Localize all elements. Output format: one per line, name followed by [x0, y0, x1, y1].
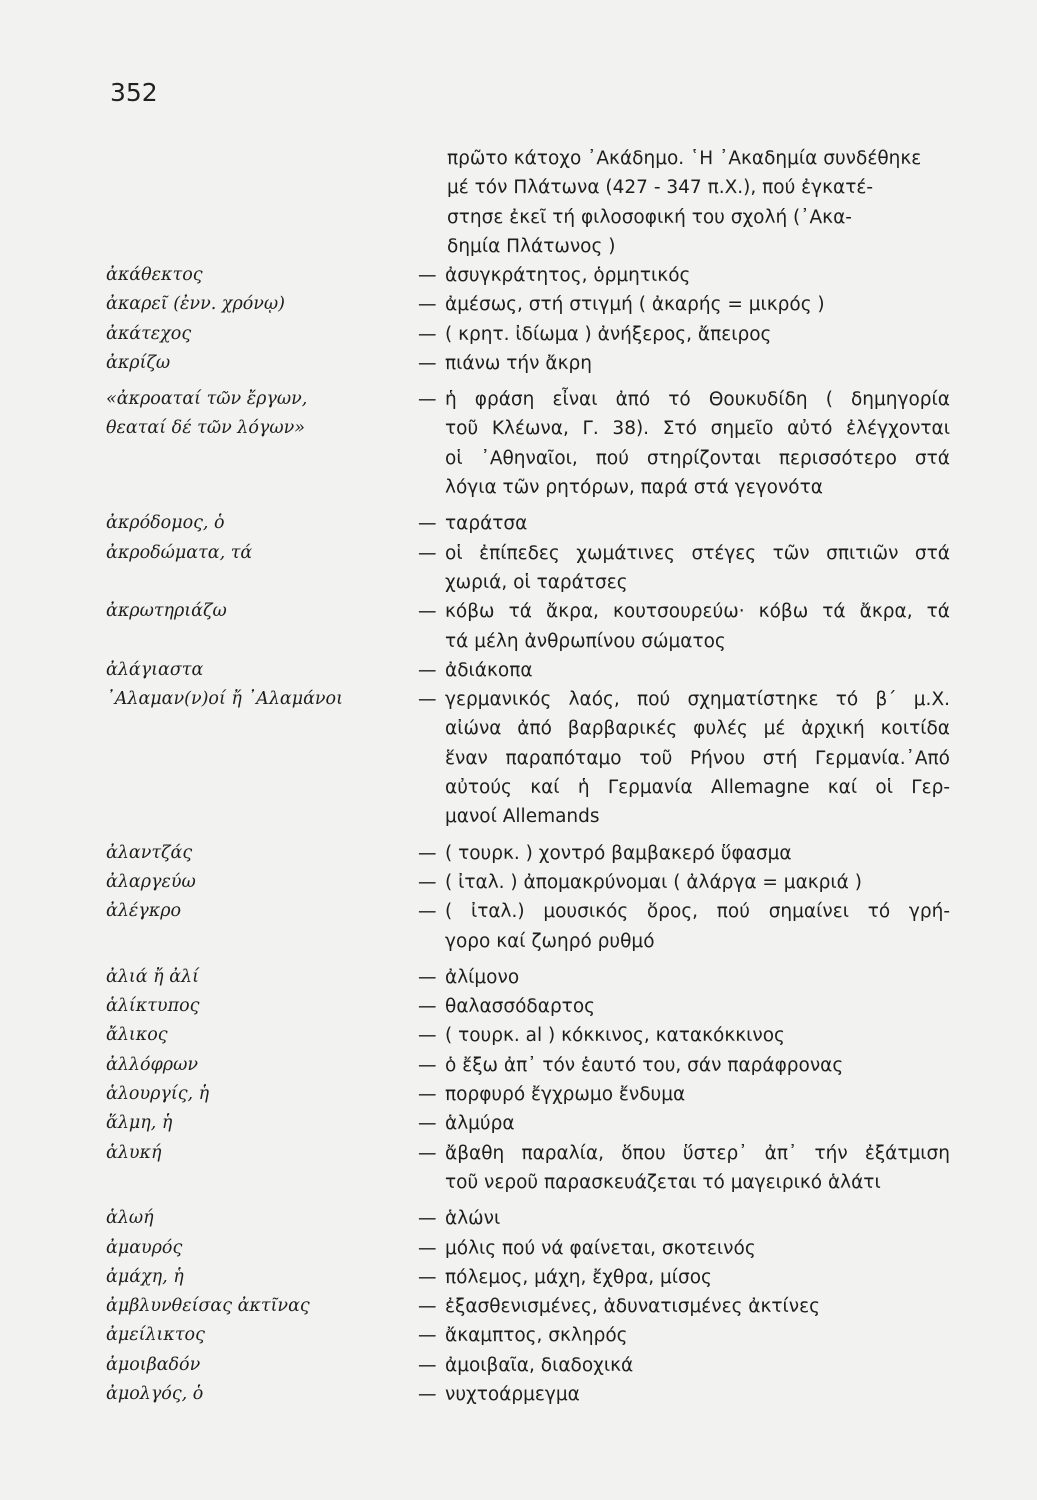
- term-line: ἀκαρεῖ (ἐνν. χρόνῳ): [106, 294, 285, 315]
- definition-line: ἀλίμονο: [445, 966, 520, 988]
- entry-term: [0, 992, 418, 1021]
- definition-line: γερμανικός λαός, πού σχηματίστηκε τό β΄ μ.Χ.: [445, 689, 950, 711]
- entry-definition: [445, 868, 950, 897]
- entry-dash: —: [418, 513, 437, 535]
- entry-dash: —: [418, 1325, 437, 1347]
- glossary-entry: [0, 897, 1037, 956]
- term-line: ἀλιά ἤ ἀλί: [106, 966, 199, 987]
- entry-definition: [445, 1080, 950, 1109]
- glossary-entry: [0, 1139, 1037, 1198]
- entry-dash: —: [418, 1208, 437, 1230]
- entry-definition: [445, 385, 950, 502]
- glossary-entry: [0, 868, 1037, 897]
- entry-definition: [445, 1051, 950, 1080]
- glossary-entry: [0, 685, 1037, 831]
- glossary-entry: [0, 385, 1037, 502]
- entry-dash: —: [418, 265, 437, 286]
- entry-definition: [445, 320, 950, 349]
- continuation-line: δημία Πλάτωνος ): [447, 235, 616, 257]
- term-line: ἀλαργεύω: [106, 871, 196, 892]
- term-line: ἀκάθεκτος: [106, 265, 203, 285]
- glossary-entry: [0, 992, 1037, 1021]
- entry-dash: —: [418, 1113, 437, 1135]
- definition-line: ἀσυγκράτητος, ὁρμητικός: [445, 265, 691, 286]
- continuation-line: μέ τόν Πλάτωνα (427 - 347 π.Χ.), πού ἐγκατέ-: [447, 177, 874, 199]
- entry-dash: —: [418, 389, 437, 411]
- definition-line: ἄκαμπτος, σκληρός: [445, 1325, 628, 1347]
- term-line: ἀκροδώματα, τά: [106, 542, 253, 563]
- definition-line: λόγια τῶν ρητόρων, παρά στά γεγονότα: [445, 477, 823, 499]
- entry-term: [0, 509, 418, 538]
- term-line: ἀμοιβαδόν: [106, 1354, 201, 1375]
- definition-line: τοῦ νεροῦ παρασκευάζεται τό μαγειρικό ἁλάτι: [445, 1171, 881, 1193]
- definition-line: χωριά, οἱ ταράτσες: [445, 571, 628, 593]
- definition-line: πορφυρό ἔγχρωμο ἔνδυμα: [445, 1084, 686, 1106]
- previous-entry-continuation: [447, 144, 947, 261]
- definition-line: αἰώνα ἀπό βαρβαρικές φυλές μέ ἀρχική κοιτίδα: [445, 718, 950, 740]
- glossary-entry: [0, 1204, 1037, 1233]
- glossary-entry: [0, 349, 1037, 378]
- entry-dash: —: [418, 1025, 437, 1047]
- entry-dash: —: [418, 1142, 437, 1164]
- term-line: ἁλωή: [106, 1208, 154, 1229]
- term-line: ἁλουργίς, ἡ: [106, 1084, 210, 1105]
- entry-dash: —: [418, 689, 437, 711]
- entry-term: [0, 349, 418, 378]
- entry-term: [0, 1204, 418, 1233]
- glossary-entry: [0, 597, 1037, 656]
- entry-dash: —: [418, 1354, 437, 1376]
- entry-definition: [445, 290, 950, 319]
- term-line: ἀλάγιαστα: [106, 659, 204, 680]
- entry-dash: —: [418, 871, 437, 893]
- definition-line: ἐξασθενισμένες, ἀδυνατισμένες ἀκτίνες: [445, 1296, 820, 1318]
- entry-dash: —: [418, 601, 437, 623]
- glossary-entries: [0, 261, 1037, 1409]
- term-line: ἄλικος: [106, 1025, 168, 1046]
- term-line: ἀκρωτηριάζω: [106, 601, 227, 622]
- entry-definition: [445, 1380, 950, 1409]
- entry-term: [0, 320, 418, 349]
- term-line: ἁλίκτυπος: [106, 996, 200, 1017]
- definition-line: θαλασσόδαρτος: [445, 996, 595, 1018]
- entry-definition: [445, 1204, 950, 1233]
- glossary-entry: [0, 963, 1037, 992]
- entry-definition: [445, 1021, 950, 1050]
- glossary-entry: [0, 1292, 1037, 1321]
- entry-dash: —: [418, 1266, 437, 1288]
- term-line: ἀμβλυνθείσας ἀκτῖνας: [106, 1296, 310, 1317]
- definition-line: ( κρητ. ἰδίωμα ) ἀνήξερος, ἄπειρος: [445, 323, 772, 345]
- entry-definition: [445, 261, 950, 290]
- entry-definition: [445, 1351, 950, 1380]
- term-line: ἁλυκή: [106, 1142, 162, 1163]
- entry-definition: [445, 656, 950, 685]
- term-line: ᾿Αλαμαν(ν)οί ἤ ᾿Αλαμάνοι: [106, 689, 343, 710]
- entry-term: [0, 1021, 418, 1050]
- term-line: ἀκρίζω: [106, 352, 171, 373]
- definition-line: μανοί Allemands: [445, 806, 600, 828]
- entry-dash: —: [418, 842, 437, 864]
- glossary-entry: [0, 1321, 1037, 1350]
- definition-line: πιάνω τήν ἄκρη: [445, 352, 592, 374]
- glossary-entry: [0, 320, 1037, 349]
- entry-term: [0, 963, 418, 992]
- definition-line: ( τουρκ. ) χοντρό βαμβακερό ὕφασμα: [445, 842, 792, 864]
- definition-line: τοῦ Κλέωνα, Γ. 38). Στό σημεῖο αὐτό ἐλέγχονται: [445, 418, 950, 440]
- entry-term: [0, 1051, 418, 1080]
- entry-definition: [445, 1321, 950, 1350]
- entry-term: [0, 1292, 418, 1321]
- definition-line: γορο καί ζωηρό ρυθμό: [445, 930, 655, 952]
- entry-term: [0, 1351, 418, 1380]
- entry-definition: [445, 992, 950, 1021]
- entry-dash: —: [418, 542, 437, 564]
- definition-line: ἡ φράση εἶναι ἀπό τό Θουκυδίδη ( δημηγορία: [445, 389, 950, 411]
- entry-dash: —: [418, 1054, 437, 1076]
- term-line: ἀκάτεχος: [106, 323, 192, 344]
- entry-term: [0, 656, 418, 685]
- page-number: 352: [110, 78, 158, 107]
- entry-dash: —: [418, 352, 437, 374]
- entry-definition: [445, 897, 950, 956]
- glossary-entry: [0, 290, 1037, 319]
- entry-term: [0, 897, 418, 926]
- entry-definition: [445, 597, 950, 656]
- entry-term: [0, 839, 418, 868]
- entry-term: [0, 1109, 418, 1138]
- entry-term: [0, 1139, 418, 1168]
- term-line: ἅλμη, ἡ: [106, 1113, 173, 1134]
- glossary-entry: [0, 656, 1037, 685]
- definition-line: ταράτσα: [445, 513, 528, 535]
- entry-term: [0, 685, 418, 714]
- entry-dash: —: [418, 1237, 437, 1259]
- continuation-line: πρῶτο κάτοχο ᾿Ακάδημο. ῾Η ᾿Ακαδημία συνδέθηκε: [447, 148, 922, 169]
- entry-definition: [445, 1139, 950, 1198]
- entry-definition: [445, 1292, 950, 1321]
- glossary-entry: [0, 1021, 1037, 1050]
- glossary-entry: [0, 1051, 1037, 1080]
- entry-term: [0, 868, 418, 897]
- glossary-entry: [0, 1380, 1037, 1409]
- glossary-entry: [0, 1080, 1037, 1109]
- definition-line: νυχτοάρμεγμα: [445, 1383, 580, 1405]
- definition-line: ἕναν παραπόταμο τοῦ Ρήνου στή Γερμανία.᾿Από: [445, 747, 950, 769]
- definition-line: ἀμοιβαῖα, διαδοχικά: [445, 1354, 634, 1376]
- entry-definition: [445, 349, 950, 378]
- glossary-entry: [0, 261, 1037, 290]
- definition-line: ἀμέσως, στή στιγμή ( ἀκαρής = μικρός ): [445, 294, 825, 316]
- term-line: ἀμάχη, ἡ: [106, 1266, 184, 1287]
- entry-term: [0, 1380, 418, 1409]
- entry-term: [0, 1234, 418, 1263]
- definition-line: οἱ ἐπίπεδες χωμάτινες στέγες τῶν σπιτιῶν στά: [445, 542, 950, 564]
- entry-definition: [445, 1109, 950, 1138]
- entry-term: [0, 290, 418, 319]
- continuation-line: στησε ἐκεῖ τή φιλοσοφική του σχολή (᾿Ακα-: [447, 206, 852, 228]
- definition-line: ἄβαθη παραλία, ὅπου ὕστερ᾿ ἀπ᾿ τήν ἐξάτμιση: [445, 1142, 950, 1164]
- term-line: ἀλλόφρων: [106, 1054, 198, 1075]
- entry-definition: [445, 1263, 950, 1292]
- term-line: ἀλαντζάς: [106, 842, 193, 863]
- glossary-entry: [0, 1109, 1037, 1138]
- entry-definition: [445, 539, 950, 598]
- entry-term: [0, 539, 418, 568]
- glossary-entry: [0, 1263, 1037, 1292]
- glossary-entry: [0, 1234, 1037, 1263]
- entry-dash: —: [418, 996, 437, 1018]
- definition-line: αὐτούς καί ἡ Γερμανία Allemagne καί οἱ Γερ-: [445, 777, 950, 799]
- term-line: θεαταί δέ τῶν λόγων»: [106, 418, 306, 439]
- entry-term: [0, 385, 418, 444]
- definition-line: ( τουρκ. al ) κόκκινος, κατακόκκινος: [445, 1025, 785, 1047]
- term-line: ἀμείλικτος: [106, 1325, 205, 1346]
- term-line: «ἀκροαταί τῶν ἔργων,: [106, 389, 308, 410]
- term-line: ἀμολγός, ὁ: [106, 1383, 204, 1404]
- entry-definition: [445, 963, 950, 992]
- definition-line: τά μέλη ἀνθρωπίνου σώματος: [445, 630, 726, 652]
- entry-definition: [445, 509, 950, 538]
- definition-line: ἁλώνι: [445, 1208, 501, 1230]
- entry-dash: —: [418, 901, 437, 923]
- entry-dash: —: [418, 1383, 437, 1405]
- term-line: ἀκρόδομος, ὁ: [106, 513, 225, 534]
- definition-line: κόβω τά ἄκρα, κουτσουρεύω· κόβω τά ἄκρα, τά: [445, 601, 950, 623]
- glossary-entry: [0, 839, 1037, 868]
- entry-term: [0, 1321, 418, 1350]
- glossary-entry: [0, 539, 1037, 598]
- glossary-entry: [0, 509, 1037, 538]
- entry-definition: [445, 1234, 950, 1263]
- entry-dash: —: [418, 323, 437, 345]
- entry-definition: [445, 685, 950, 831]
- entry-dash: —: [418, 966, 437, 988]
- entry-dash: —: [418, 294, 437, 316]
- entry-dash: —: [418, 659, 437, 681]
- definition-line: μόλις πού νά φαίνεται, σκοτεινός: [445, 1237, 756, 1259]
- entry-term: [0, 1263, 418, 1292]
- entry-term: [0, 1080, 418, 1109]
- definition-line: ἁλμύρα: [445, 1113, 515, 1135]
- term-line: ἀμαυρός: [106, 1237, 183, 1258]
- glossary-entry: [0, 1351, 1037, 1380]
- definition-line: ὁ ἔξω ἀπ᾿ τόν ἑαυτό του, σάν παράφρονας: [445, 1054, 844, 1076]
- entry-dash: —: [418, 1084, 437, 1106]
- entry-term: [0, 261, 418, 290]
- entry-definition: [445, 839, 950, 868]
- definition-line: ἀδιάκοπα: [445, 659, 533, 681]
- definition-line: ( ἰταλ.) μουσικός ὅρος, πού σημαίνει τό γρή-: [445, 901, 950, 923]
- entry-term: [0, 597, 418, 626]
- definition-line: ( ἰταλ. ) ἀπομακρύνομαι ( ἀλάργα = μακριά ): [445, 871, 862, 893]
- entry-dash: —: [418, 1296, 437, 1318]
- definition-line: οἱ ᾿Αθηναῖοι, πού στηρίζονται περισσότερο στά: [445, 447, 950, 469]
- definition-line: πόλεμος, μάχη, ἔχθρα, μίσος: [445, 1266, 712, 1288]
- term-line: ἀλέγκρο: [106, 901, 182, 922]
